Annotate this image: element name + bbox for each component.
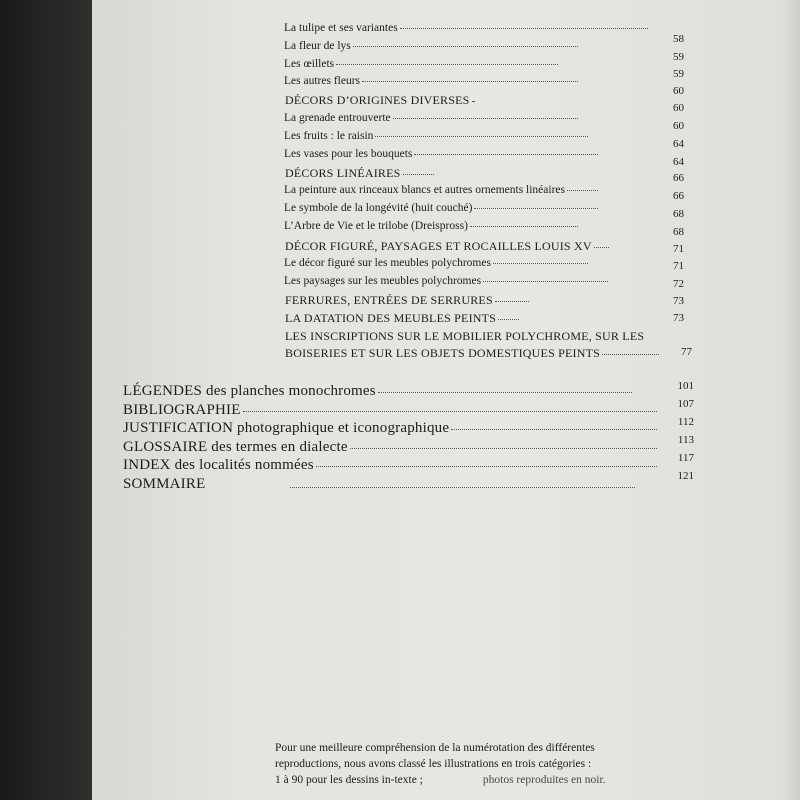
toc-section-label: LES INSCRIPTIONS SUR LE MOBILIER POLYCHROME, SUR LES xyxy=(285,329,645,343)
leader-dots xyxy=(353,45,578,47)
toc-entry-page: 73 xyxy=(673,295,684,307)
toc-main-entry xyxy=(123,402,663,419)
leader-dots xyxy=(470,225,578,227)
toc-section-label: DÉCOR FIGURÉ, PAYSAGES ET ROCAILLES LOUIS XV xyxy=(285,239,592,253)
leader-dots xyxy=(602,353,659,355)
footnote-line-row xyxy=(275,772,615,788)
toc-section-label: DÉCORS D’ORIGINES DIVERSES xyxy=(285,93,470,107)
toc-entry-page: 59 xyxy=(673,68,684,80)
toc-entry-page: 101 xyxy=(677,380,694,392)
toc-entry-page: 66 xyxy=(673,172,684,184)
toc-entry-page: 71 xyxy=(673,243,684,255)
leader-dots xyxy=(474,207,598,209)
leader-dots xyxy=(316,465,657,467)
toc-main-entry xyxy=(123,476,293,493)
toc-main-entry xyxy=(123,383,638,400)
toc-entry-page: 107 xyxy=(677,398,694,410)
toc-entry-label: Les autres fleurs xyxy=(284,75,360,87)
toc-entry-page: 68 xyxy=(673,208,684,220)
toc-entry-page: 73 xyxy=(673,312,684,324)
background-left xyxy=(0,0,92,800)
toc-entry-page: 66 xyxy=(673,190,684,202)
toc-section xyxy=(285,346,665,361)
leader-dots xyxy=(451,428,657,430)
toc-entry xyxy=(284,75,584,87)
toc-main-label: SOMMAIRE xyxy=(123,476,206,492)
toc-section xyxy=(285,329,665,344)
toc-main-label: INDEX des localités nommées xyxy=(123,457,314,473)
leader-dots xyxy=(493,262,588,264)
toc-entry-page: 60 xyxy=(673,85,684,97)
toc-entry-label: La fleur de lys xyxy=(284,40,351,52)
toc-entry xyxy=(284,40,584,52)
toc-entry-label: Le symbole de la longévité (huit couché) xyxy=(284,202,473,214)
toc-entry xyxy=(284,275,614,287)
leader-dots xyxy=(290,487,635,488)
toc-entry xyxy=(284,58,564,70)
toc-entry-page: 58 xyxy=(673,33,684,45)
footnote-line: Pour une meilleure compréhension de la numérotation des différentes xyxy=(275,742,595,754)
toc-entry xyxy=(284,130,594,142)
leader-dots xyxy=(336,63,558,65)
toc-entry-label: Les fruits : le raisin xyxy=(284,130,374,142)
leader-dots xyxy=(403,173,434,175)
footnote-line: 1 à 90 pour les dessins in-texte ; xyxy=(275,774,423,786)
toc-main-entry xyxy=(123,439,663,456)
toc-entry-label: Les paysages sur les meubles polychromes xyxy=(284,275,482,287)
toc-entry xyxy=(284,220,584,232)
toc-section xyxy=(285,293,535,308)
leader-dots xyxy=(483,280,608,282)
leader-dots xyxy=(375,135,588,137)
toc-entry-label: Les œillets xyxy=(284,58,335,70)
leader-dots xyxy=(350,447,657,449)
leader-dots xyxy=(400,27,648,29)
toc-entry-label: L’Arbre de Vie et le trilobe (Dreispross) xyxy=(284,220,468,232)
leader-dots xyxy=(594,246,609,248)
toc-entry-page: 68 xyxy=(673,226,684,238)
toc-main-label: BIBLIOGRAPHIE xyxy=(123,402,241,418)
leader-dots xyxy=(495,300,529,302)
toc-entry xyxy=(284,22,654,34)
toc-entry-page: 64 xyxy=(673,156,684,168)
toc-entry-label: La tulipe et ses variantes xyxy=(284,22,398,34)
toc-entry-page: 117 xyxy=(677,452,694,464)
leader-dots xyxy=(472,100,474,102)
toc-entry-page: 121 xyxy=(677,470,694,482)
toc-entry xyxy=(284,257,594,269)
leader-dots xyxy=(393,117,578,119)
footnote-line: photos reproduites en noir. xyxy=(482,774,606,786)
toc-main-label: LÉGENDES des planches monochromes xyxy=(123,383,376,399)
toc-entry-page: 71 xyxy=(673,260,684,272)
toc-section xyxy=(285,166,440,181)
toc-main-entry xyxy=(123,457,663,474)
toc-section-label: DÉCORS LINÉAIRES xyxy=(285,166,401,180)
toc-entry-page: 113 xyxy=(677,434,694,446)
footnote-line: reproductions, nous avons classé les illustrations en trois catégories : xyxy=(275,758,592,770)
toc-main-entry xyxy=(123,420,663,437)
leader-dots xyxy=(567,189,598,191)
toc-section-label: FERRURES, ENTRÉES DE SERRURES xyxy=(285,293,493,307)
toc-entry-label: La peinture aux rinceaux blancs et autres ornements linéaires xyxy=(284,184,565,196)
footnote xyxy=(275,740,615,788)
toc-section xyxy=(285,93,480,108)
toc-entry-page: 59 xyxy=(673,51,684,63)
leader-dots xyxy=(362,80,578,82)
leader-dots xyxy=(378,391,632,393)
toc-section-label: BOISERIES ET SUR LES OBJETS DOMESTIQUES PEINTS xyxy=(285,346,601,360)
toc-section xyxy=(285,239,615,254)
toc-section-label: LA DATATION DES MEUBLES PEINTS xyxy=(285,311,497,325)
toc-entry-page: 64 xyxy=(673,138,684,150)
toc-entry xyxy=(284,202,604,214)
leader-dots xyxy=(414,153,598,155)
toc-entry-page: 60 xyxy=(673,120,684,132)
page-shadow xyxy=(782,0,800,800)
toc-entry-page: 72 xyxy=(673,278,684,290)
toc-main-label: GLOSSAIRE des termes en dialecte xyxy=(123,439,348,455)
toc-entry-page: 60 xyxy=(673,102,684,114)
leader-dots xyxy=(498,318,519,320)
toc-entry-label: Les vases pour les bouquets xyxy=(284,148,413,160)
toc-entry xyxy=(284,148,604,160)
toc-entry xyxy=(284,184,604,196)
toc-entry xyxy=(284,112,584,124)
toc-main-label: JUSTIFICATION photographique et iconographique xyxy=(123,420,450,436)
toc-entry-page: 112 xyxy=(677,416,694,428)
leader-dots xyxy=(243,410,657,412)
toc-entry-label: La grenade entrouverte xyxy=(284,112,391,124)
toc-entry-page: 77 xyxy=(681,346,692,358)
toc-section xyxy=(285,311,525,326)
toc-entry-label: Le décor figuré sur les meubles polychromes xyxy=(284,257,491,269)
